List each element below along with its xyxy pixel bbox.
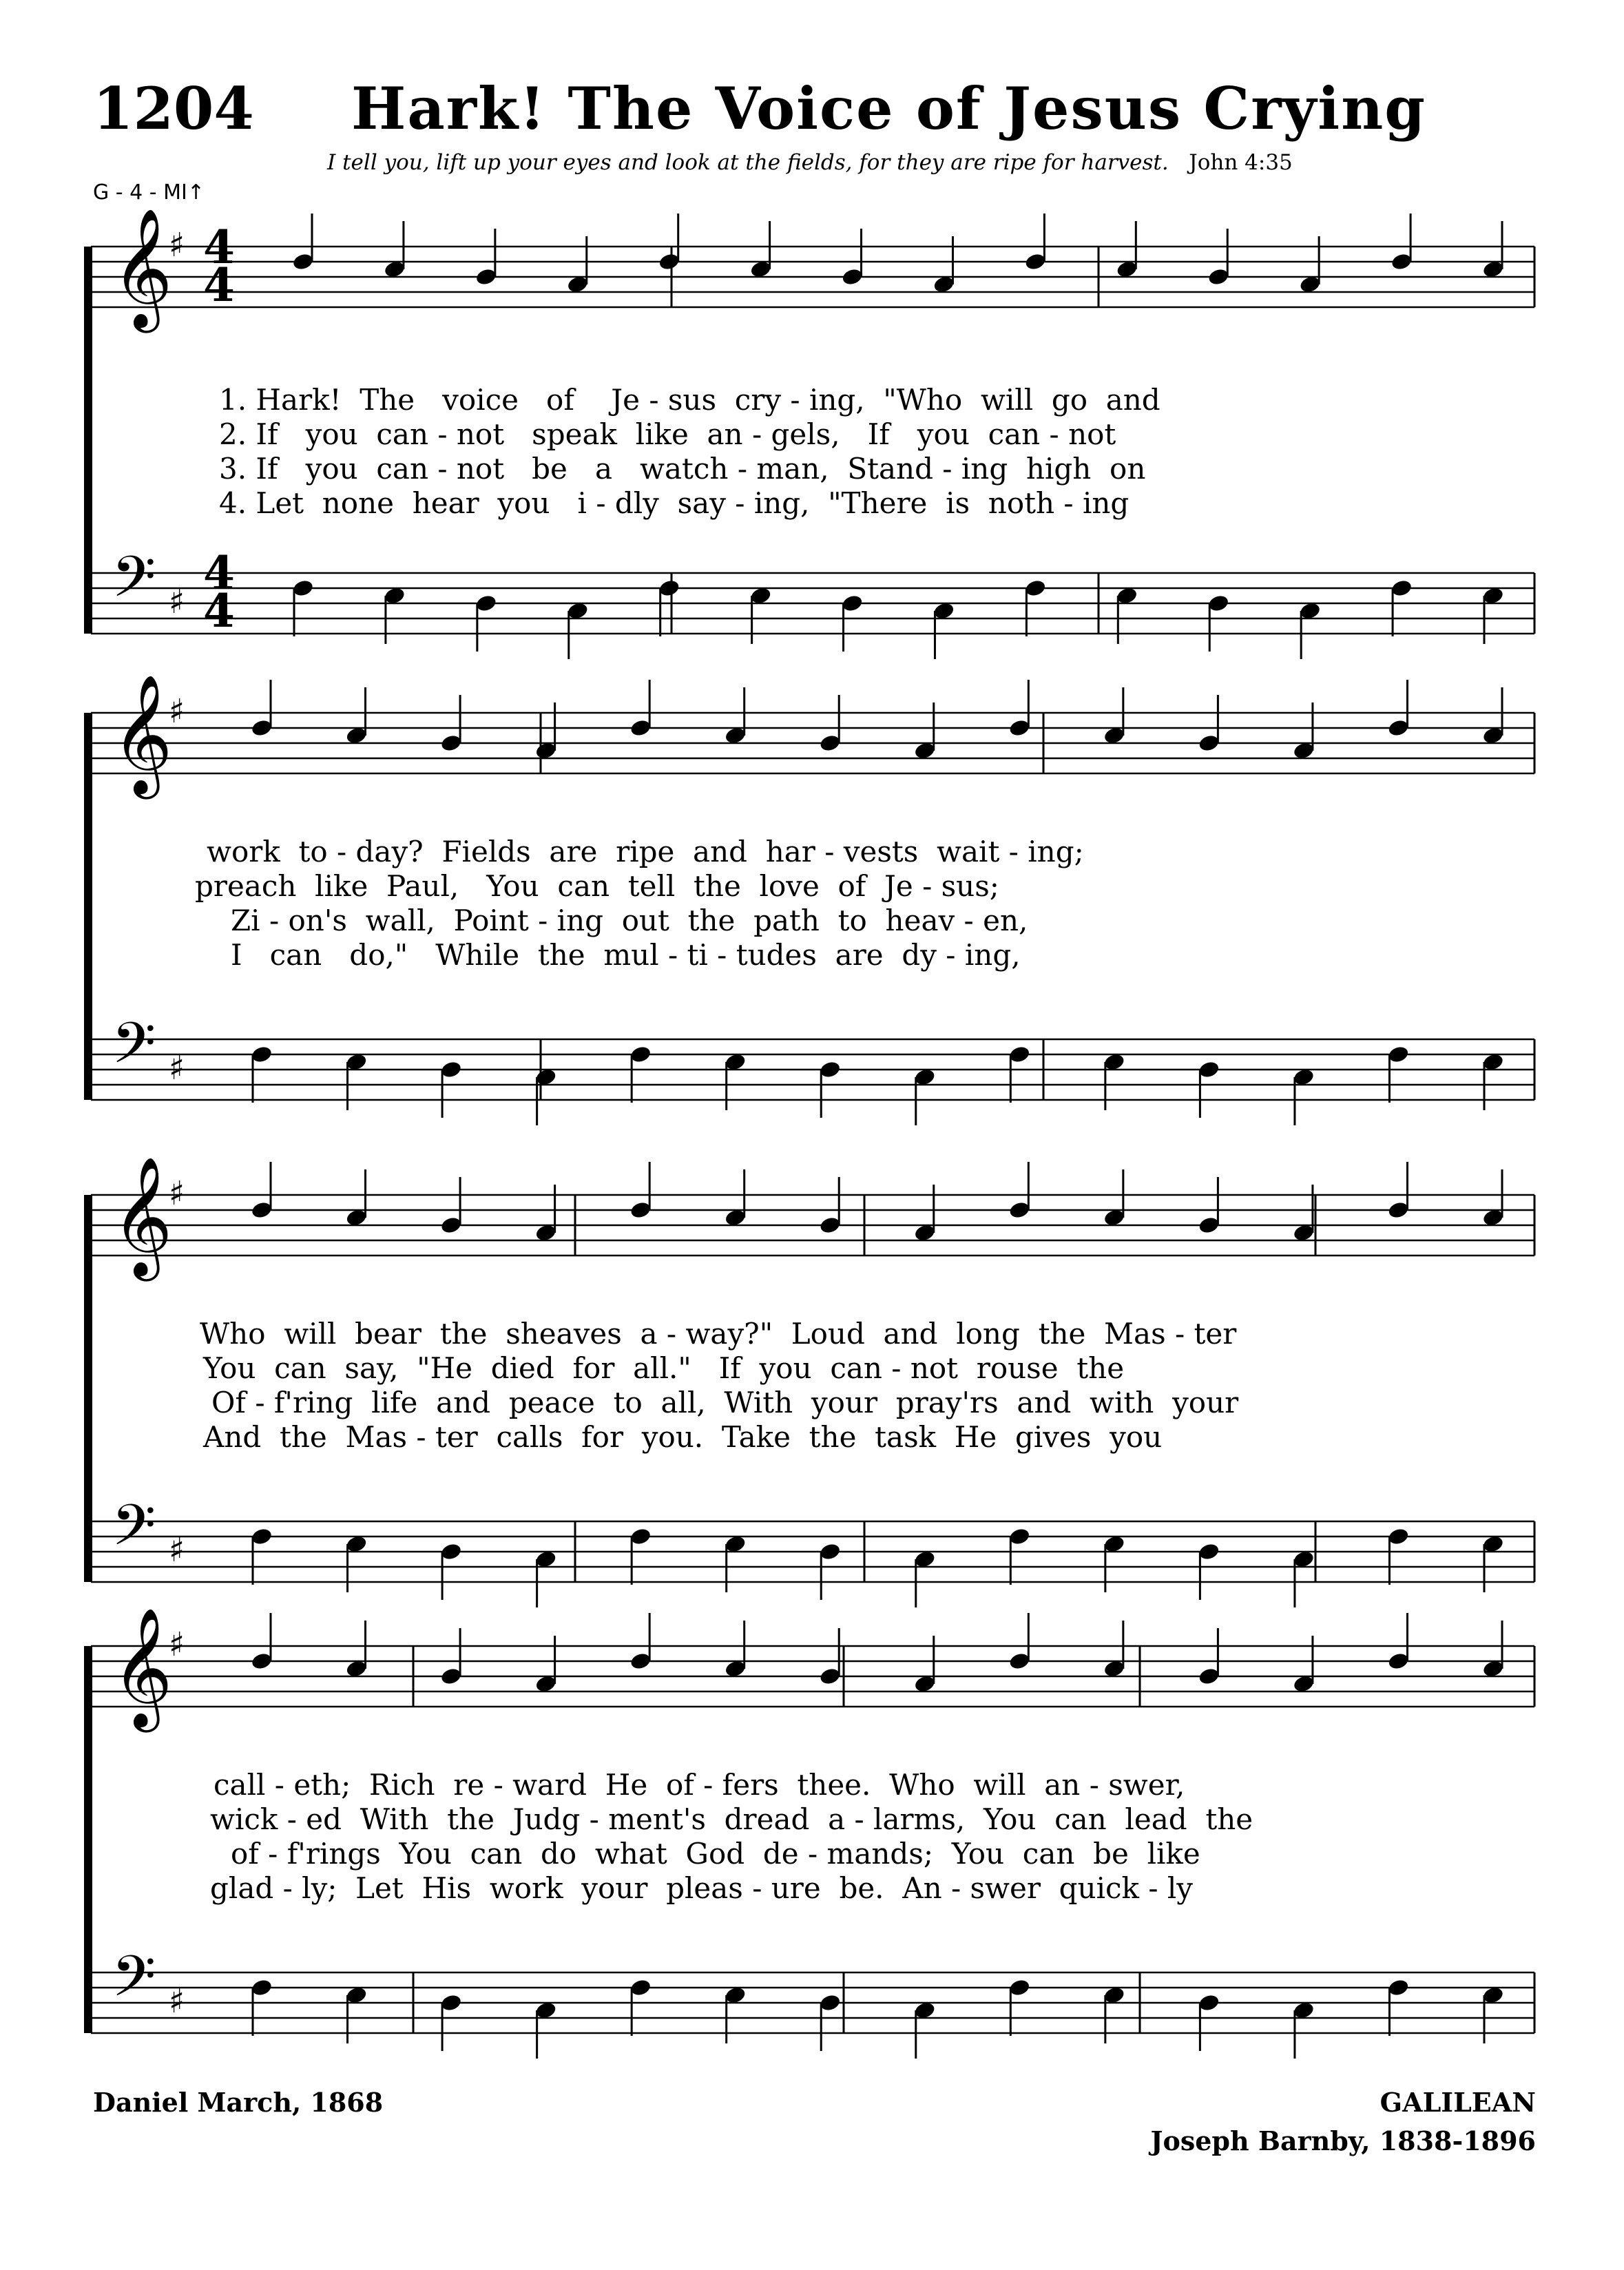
hymn-number: 1204 <box>93 74 254 143</box>
sharp-sign: ♯ <box>169 1625 185 1664</box>
time-sig-bass-bottom: 4 <box>203 584 235 638</box>
treble-clef: 𝄞 <box>112 1607 173 1727</box>
lyric-line-s2-v3: Zi - on's wall, Point - ing out the path to heav - en, <box>231 904 1028 937</box>
epigraph-quote: I tell you, lift up your eyes and look at the fields, for they are ripe for harvest. <box>327 150 1169 175</box>
bass-clef: 𝄢 <box>112 1943 156 2023</box>
lyric-line-s1-v1: 1. Hark! The voice of Je - sus cry - ing, "Who will go and <box>219 383 1160 417</box>
bass-clef: 𝄢 <box>112 543 156 624</box>
lyric-line-s4-v4: glad - ly; Let His work your pleas - ure be. An - swer quick - ly <box>210 1871 1194 1905</box>
lyric-line-s1-v4: 4. Let none hear you i - dly say - ing, "There is noth - ing <box>219 486 1129 520</box>
sharp-sign: ♯ <box>169 692 185 731</box>
system-bracket <box>84 1646 90 2033</box>
sharp-sign: ♯ <box>169 1174 185 1213</box>
epigraph-reference: John 4:35 <box>1189 150 1293 175</box>
lyric-line-s3-v1: Who will bear the sheaves a - way?" Loud and long the Mas - ter <box>200 1317 1237 1351</box>
lyric-line-s4-v2: wick - ed With the Judg - ment's dread a - larms, You can lead the <box>210 1802 1253 1836</box>
system-bracket <box>84 247 90 634</box>
text-author: Daniel March, 1868 <box>93 2087 384 2118</box>
bass-clef: 𝄢 <box>112 1492 156 1572</box>
sharp-sign: ♯ <box>169 583 185 621</box>
lyric-line-s3-v3: Of - f'ring life and peace to all, With your pray'rs and with your <box>211 1386 1239 1419</box>
key-info: G - 4 - MI↑ <box>93 180 205 205</box>
bass-clef: 𝄢 <box>112 1010 156 1090</box>
lyric-line-s4-v3: of - f'rings You can do what God de - mands; You can be like <box>231 1837 1200 1871</box>
time-sig-treble-bottom: 4 <box>203 258 235 312</box>
treble-clef: 𝄞 <box>112 1156 173 1276</box>
hymn-title: Hark! The Voice of Jesus Crying <box>351 74 1426 143</box>
lyric-line-s1-v2: 2. If you can - not speak like an - gels, If you can - not <box>219 417 1116 451</box>
lyric-line-s2-v1: work to - day? Fields are ripe and har - vests wait - ing; <box>207 835 1084 868</box>
composer: Joseph Barnby, 1838-1896 <box>1150 2125 1536 2156</box>
sharp-sign: ♯ <box>169 1982 185 2021</box>
sharp-sign: ♯ <box>169 226 185 264</box>
time-sig-treble-top: 4 <box>203 220 235 274</box>
lyric-line-s2-v4: I can do," While the mul - ti - tudes are dy - ing, <box>231 938 1021 972</box>
lyric-line-s1-v3: 3. If you can - not be a watch - man, Stand - ing high on <box>219 452 1146 486</box>
sharp-sign: ♯ <box>169 1049 185 1087</box>
tune-name: GALILEAN <box>1380 2087 1536 2118</box>
lyric-line-s4-v1: call - eth; Rich re - ward He of - fers thee. Who will an - swer, <box>214 1768 1185 1802</box>
lyric-line-s3-v2: You can say, "He died for all." If you can - not rouse the <box>203 1351 1125 1385</box>
treble-clef: 𝄞 <box>112 674 173 794</box>
time-sig-bass-top: 4 <box>203 546 235 600</box>
system-bracket <box>84 1195 90 1582</box>
lyric-line-s2-v2: preach like Paul, You can tell the love of Je - sus; <box>195 869 999 903</box>
treble-clef: 𝄞 <box>112 208 173 328</box>
lyric-line-s3-v4: And the Mas - ter calls for you. Take the task He gives you <box>203 1420 1163 1454</box>
system-bracket <box>84 713 90 1100</box>
sharp-sign: ♯ <box>169 1531 185 1570</box>
